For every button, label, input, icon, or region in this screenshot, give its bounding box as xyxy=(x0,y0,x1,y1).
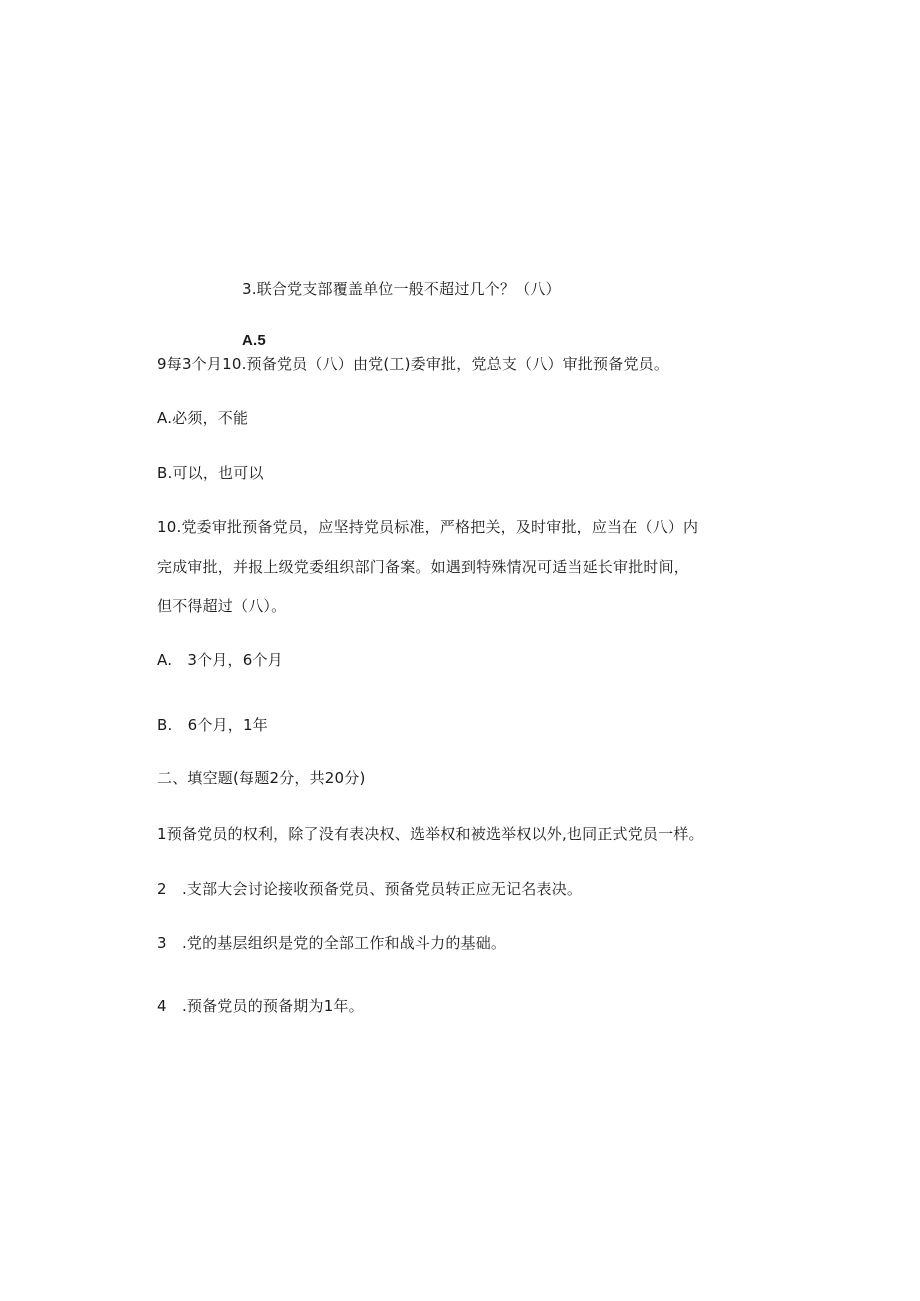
question-9-10-text: 9每3个月10.预备党员（八）由党(工)委审批，党总支（八）审批预备党员。 xyxy=(157,355,670,373)
fill-item-3: 3 .党的基层组织是党的全部工作和战斗力的基础。 xyxy=(157,934,507,952)
fill-item-4: 4 .预备党员的预备期为1年。 xyxy=(157,997,364,1015)
question-3-text: 3.联合党支部覆盖单位一般不超过几个？（八） xyxy=(242,280,561,298)
question-9-option-b: B.可以，也可以 xyxy=(157,464,264,482)
question-10-line-3: 但不得超过（八）。 xyxy=(157,597,287,615)
question-10-line-2: 完成审批，并报上级党委组织部门备案。如遇到特殊情况可适当延长审批时间， xyxy=(157,558,690,576)
question-3-option-a: A.5 xyxy=(242,332,266,349)
fill-item-1: 1预备党员的权利，除了没有表决权、选举权和被选举权以外,也同正式党员一样。 xyxy=(157,825,704,843)
question-10-option-a: A. 3个月，6个月 xyxy=(157,651,283,669)
section-2-heading: 二、填空题(每题2分，共20分) xyxy=(157,769,366,787)
question-9-option-a: A.必须，不能 xyxy=(157,409,249,427)
question-10-option-b: B. 6个月，1年 xyxy=(157,716,268,734)
fill-item-2: 2 .支部大会讨论接收预备党员、预备党员转正应无记名表决。 xyxy=(157,880,583,898)
question-10-line-1: 10.党委审批预备党员，应坚持党员标准，严格把关，及时审批，应当在（八）内 xyxy=(157,518,699,536)
